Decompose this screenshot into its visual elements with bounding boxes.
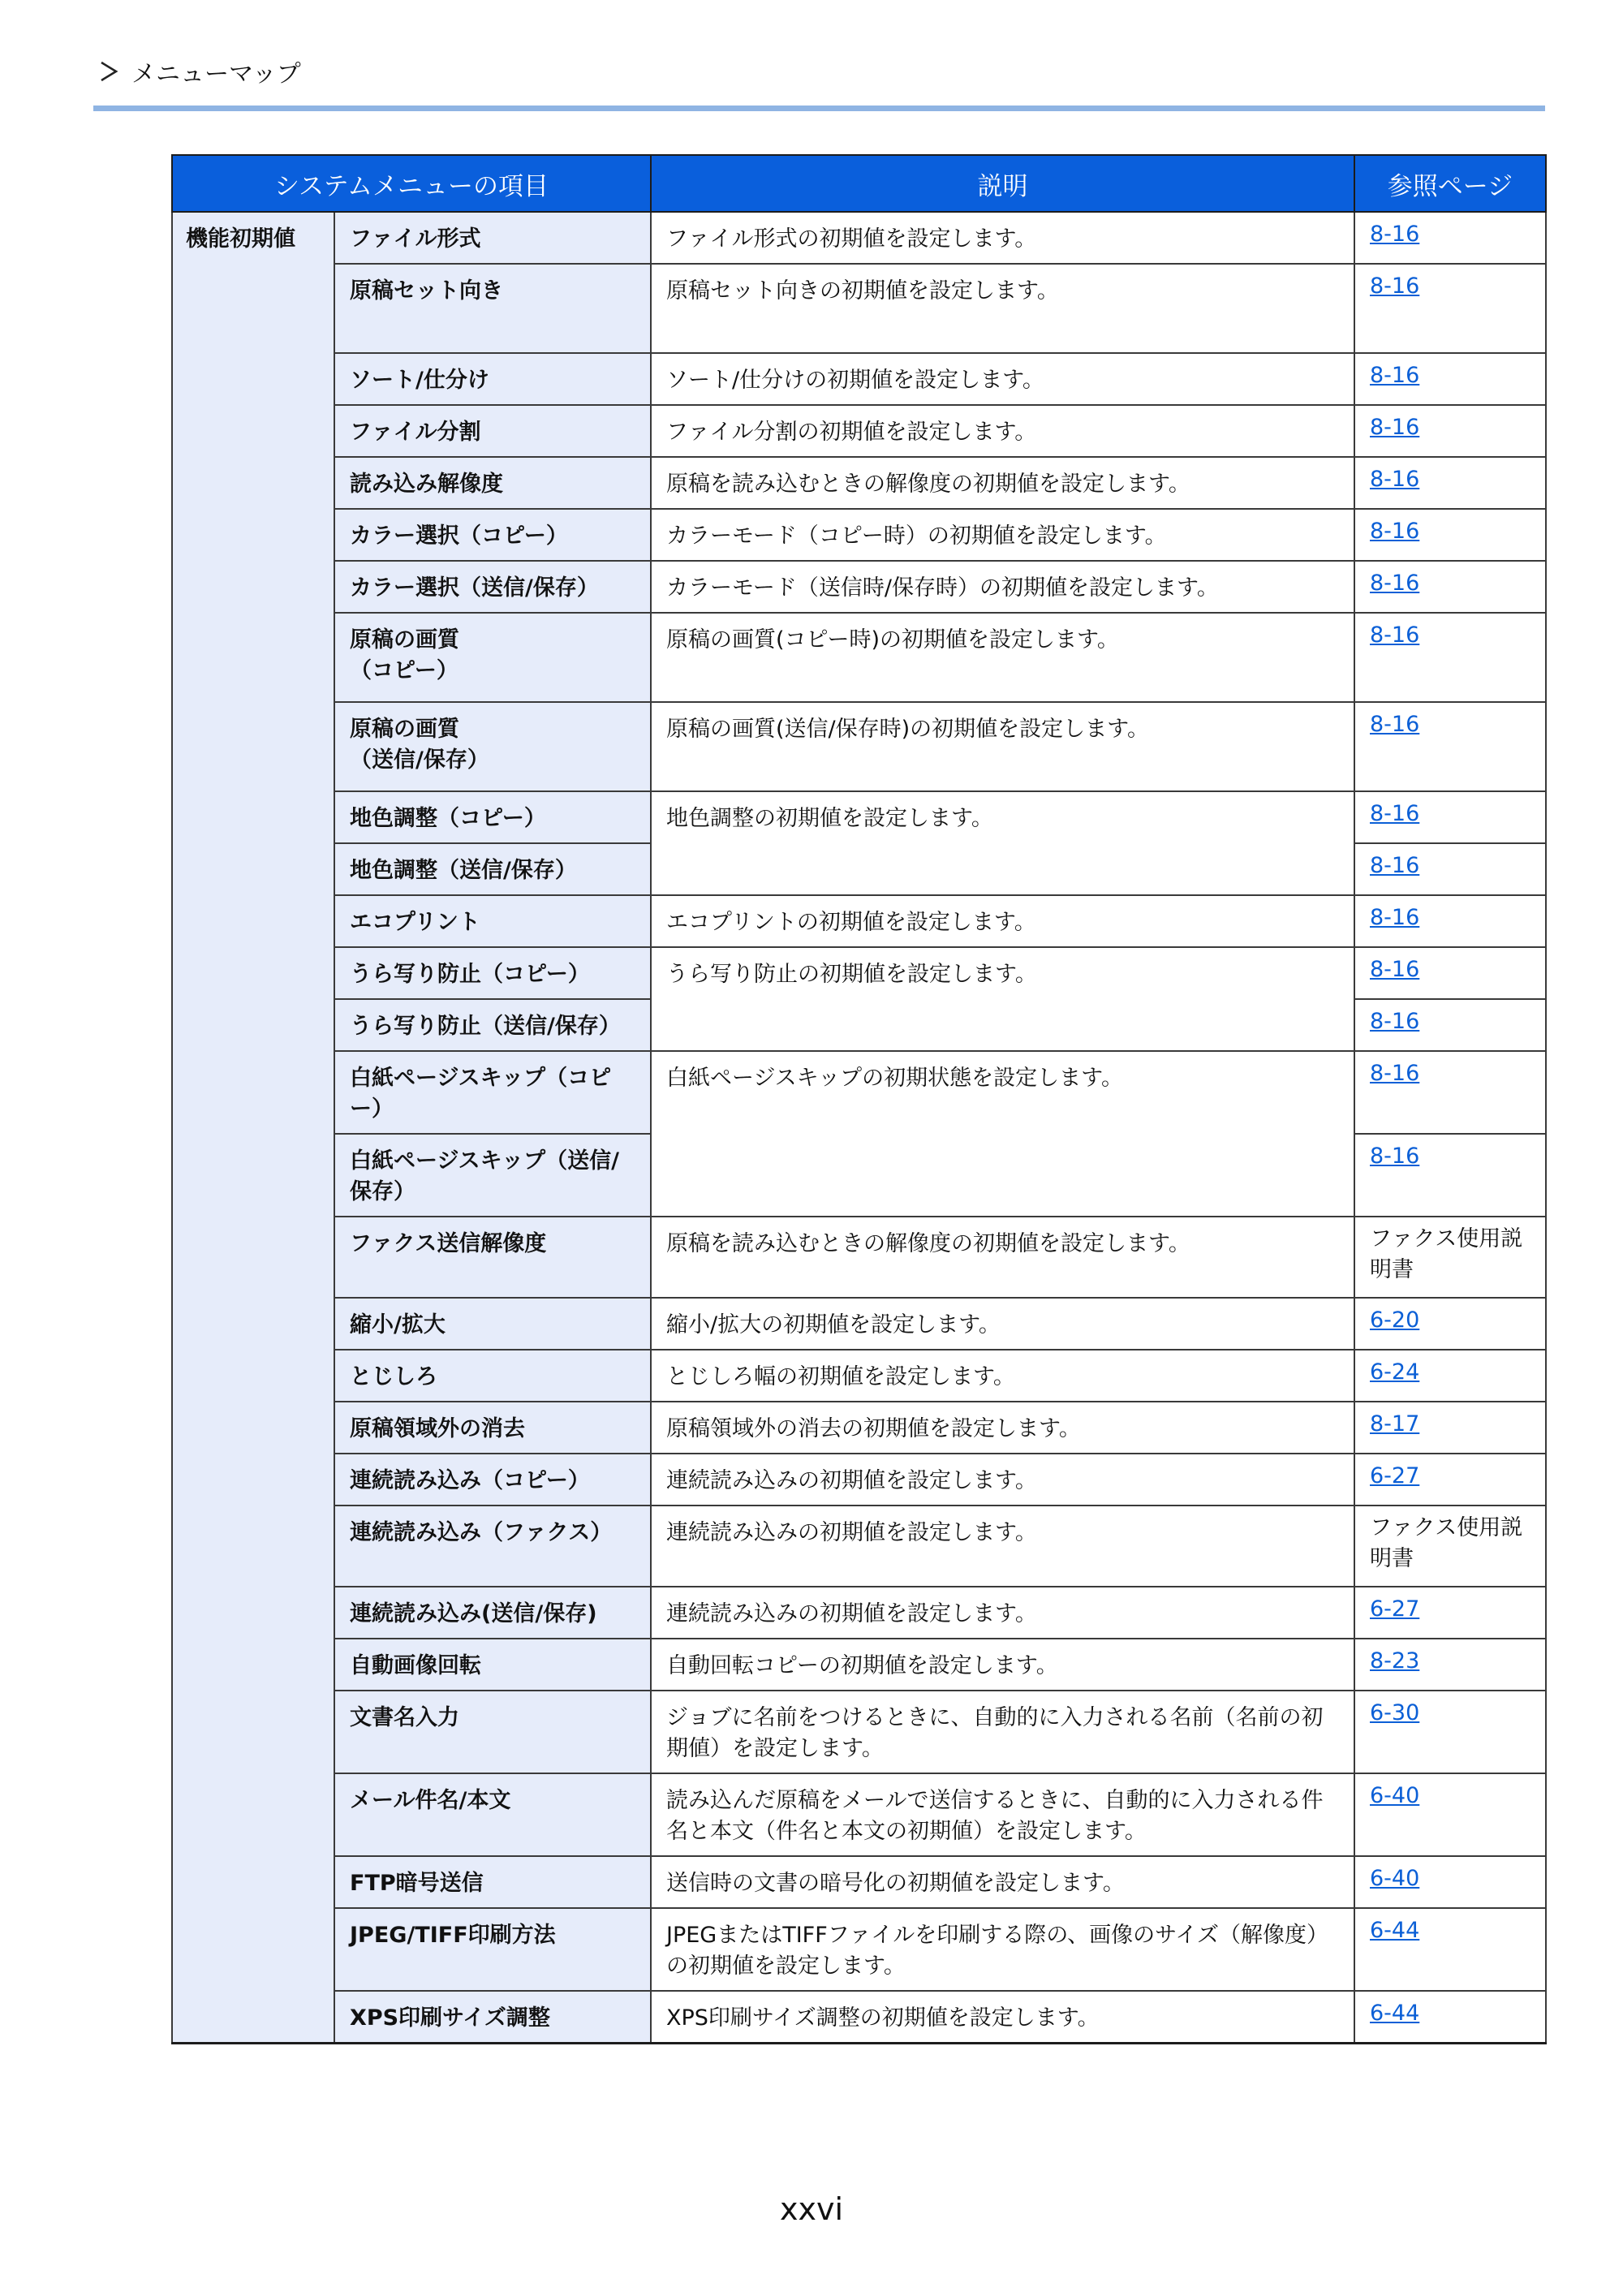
table-row [172,947,1546,999]
menu-item-name: ファクス送信解像度 [334,1217,651,1298]
reference-cell [1354,457,1546,509]
table-row [172,1691,1546,1773]
reference-cell [1354,895,1546,947]
reference-cell [1354,1350,1546,1402]
reference-page-link[interactable]: 8-16 [1370,622,1420,648]
table-row [172,895,1546,947]
table-row [172,702,1546,791]
breadcrumb [99,54,301,89]
reference-cell [1354,1298,1546,1350]
menu-item-description: 読み込んだ原稿をメールで送信するときに、自動的に入力される件名と本文（件名と本文の初期値）を設定します。 [651,1773,1354,1856]
reference-cell [1354,1639,1546,1691]
menu-item-description: 原稿の画質(送信/保存時)の初期値を設定します。 [651,702,1354,791]
menu-item-name: 原稿セット向き [334,264,651,353]
chevron-right-icon [99,60,118,83]
table-row [172,1051,1546,1134]
table-row [172,613,1546,702]
reference-page-link[interactable]: 8-16 [1370,853,1420,878]
menu-item-name: ファイル分割 [334,405,651,457]
menu-item-name: エコプリント [334,895,651,947]
menu-item-name: 原稿の画質 （送信/保存） [334,702,651,791]
table-row [172,1587,1546,1639]
menu-item-description: カラーモード（送信時/保存時）の初期値を設定します。 [651,561,1354,613]
menu-item-name: ファイル形式 [334,212,651,264]
table-row [172,1298,1546,1350]
menu-item-name: 連続読み込み(送信/保存) [334,1587,651,1639]
menu-item-description: ソート/仕分けの初期値を設定します。 [651,353,1354,405]
reference-page-link[interactable]: 8-16 [1370,222,1420,247]
table-row [172,1773,1546,1856]
reference-cell [1354,1454,1546,1506]
menu-item-description: ファイル形式の初期値を設定します。 [651,212,1354,264]
table-row [172,405,1546,457]
menu-item-description: 原稿の画質(コピー時)の初期値を設定します。 [651,613,1354,702]
menu-item-name: 地色調整（コピー） [334,791,651,843]
table-row [172,561,1546,613]
menu-item-description: 原稿を読み込むときの解像度の初期値を設定します。 [651,1217,1354,1298]
reference-cell [1354,843,1546,895]
reference-page-link[interactable]: 6-30 [1370,1700,1420,1725]
menu-item-description: うら写り防止の初期値を設定します。 [651,947,1354,1051]
menu-item-name: FTP暗号送信 [334,1856,651,1908]
menu-item-name: カラー選択（送信/保存） [334,561,651,613]
menu-item-name: 地色調整（送信/保存） [334,843,651,895]
reference-cell [1354,1587,1546,1639]
reference-page-link[interactable]: 8-16 [1370,1009,1420,1034]
reference-cell [1354,702,1546,791]
reference-page-link[interactable]: 6-27 [1370,1463,1420,1488]
reference-cell [1354,212,1546,264]
menu-item-description: JPEGまたはTIFFファイルを印刷する際の、画像のサイズ（解像度）の初期値を設定します。 [651,1908,1354,1991]
menu-item-name: 自動画像回転 [334,1639,651,1691]
menu-item-name: 読み込み解像度 [334,457,651,509]
breadcrumb-label: メニューマップ [131,60,301,88]
reference-cell [1354,613,1546,702]
reference-page-link[interactable]: 8-16 [1370,801,1420,826]
reference-page-link[interactable]: 6-44 [1370,2001,1420,2026]
reference-page-link[interactable]: 8-17 [1370,1411,1420,1437]
reference-page-link[interactable]: 8-16 [1370,905,1420,930]
reference-cell [1354,1991,1546,2044]
table-row [172,1402,1546,1454]
table-row [172,353,1546,405]
reference-cell [1354,1051,1546,1134]
reference-cell [1354,1134,1546,1217]
reference-page-link[interactable]: 6-40 [1370,1783,1420,1808]
menu-item-name: 縮小/拡大 [334,1298,651,1350]
column-header-reference: 参照ページ [1354,155,1546,212]
menu-item-description: 白紙ページスキップの初期状態を設定します。 [651,1051,1354,1217]
menu-item-name: メール件名/本文 [334,1773,651,1856]
menu-item-description: 連続読み込みの初期値を設定します。 [651,1587,1354,1639]
reference-cell [1354,1856,1546,1908]
reference-cell [1354,353,1546,405]
menu-item-name: 原稿領域外の消去 [334,1402,651,1454]
menu-item-name: JPEG/TIFF印刷方法 [334,1908,651,1991]
reference-cell [1354,1217,1546,1298]
table-row [172,1454,1546,1506]
reference-page-link[interactable]: 8-16 [1370,571,1420,596]
menu-item-name: 白紙ページスキップ（送信/保存） [334,1134,651,1217]
reference-page-link[interactable]: 8-16 [1370,712,1420,737]
system-menu-table [171,154,1547,2044]
menu-item-description: カラーモード（コピー時）の初期値を設定します。 [651,509,1354,561]
menu-item-name: 連続読み込み（ファクス） [334,1506,651,1587]
menu-item-name: とじしろ [334,1350,651,1402]
menu-item-name: カラー選択（コピー） [334,509,651,561]
reference-cell [1354,1691,1546,1773]
reference-cell [1354,264,1546,353]
reference-cell [1354,405,1546,457]
table-row [172,1639,1546,1691]
menu-item-name: ソート/仕分け [334,353,651,405]
reference-manual-text: ファクス使用説明書 [1370,1226,1523,1282]
reference-page-link[interactable]: 8-16 [1370,363,1420,388]
reference-cell [1354,1506,1546,1587]
menu-item-description: ファイル分割の初期値を設定します。 [651,405,1354,457]
menu-item-description: 原稿領域外の消去の初期値を設定します。 [651,1402,1354,1454]
menu-item-name: うら写り防止（コピー） [334,947,651,999]
table-row [172,1908,1546,1991]
reference-cell [1354,1773,1546,1856]
menu-item-description: 連続読み込みの初期値を設定します。 [651,1506,1354,1587]
reference-cell [1354,947,1546,999]
table-header-row [172,155,1546,212]
column-header-item: システムメニューの項目 [172,155,651,212]
menu-item-name: 白紙ページスキップ（コピー） [334,1051,651,1134]
menu-item-name: 文書名入力 [334,1691,651,1773]
reference-page-link[interactable]: 8-16 [1370,415,1420,440]
reference-page-link[interactable]: 8-16 [1370,274,1420,299]
menu-item-description: エコプリントの初期値を設定します。 [651,895,1354,947]
menu-group-label: 機能初期値 [172,212,334,2044]
table-row [172,1217,1546,1298]
menu-item-description: 縮小/拡大の初期値を設定します。 [651,1298,1354,1350]
reference-page-link[interactable]: 8-16 [1370,1144,1420,1169]
menu-item-name: 連続読み込み（コピー） [334,1454,651,1506]
table-row [172,1991,1546,2044]
menu-item-description: とじしろ幅の初期値を設定します。 [651,1350,1354,1402]
table-row [172,457,1546,509]
menu-item-description: 連続読み込みの初期値を設定します。 [651,1454,1354,1506]
menu-item-description: 原稿セット向きの初期値を設定します。 [651,264,1354,353]
reference-page-link[interactable]: 8-23 [1370,1648,1420,1674]
menu-item-description: 原稿を読み込むときの解像度の初期値を設定します。 [651,457,1354,509]
table-row [172,1350,1546,1402]
menu-item-description: XPS印刷サイズ調整の初期値を設定します。 [651,1991,1354,2044]
reference-cell [1354,791,1546,843]
table-row [172,791,1546,843]
menu-item-description: ジョブに名前をつけるときに、自動的に入力される名前（名前の初期値）を設定します。 [651,1691,1354,1773]
reference-cell [1354,1908,1546,1991]
reference-page-link[interactable]: 6-24 [1370,1359,1420,1385]
table-row [172,1856,1546,1908]
table-row [172,509,1546,561]
reference-page-link[interactable]: 8-16 [1370,1061,1420,1086]
menu-item-name: 原稿の画質 （コピー） [334,613,651,702]
header-divider [93,106,1545,111]
menu-item-description: 自動回転コピーの初期値を設定します。 [651,1639,1354,1691]
table-row [172,264,1546,353]
reference-page-link[interactable]: 8-16 [1370,957,1420,982]
menu-item-description: 送信時の文書の暗号化の初期値を設定します。 [651,1856,1354,1908]
reference-page-link[interactable]: 8-16 [1370,519,1420,544]
menu-item-name: XPS印刷サイズ調整 [334,1991,651,2044]
reference-cell [1354,999,1546,1051]
table-row [172,1506,1546,1587]
reference-manual-text: ファクス使用説明書 [1370,1515,1523,1571]
column-header-description: 説明 [651,155,1354,212]
reference-page-link[interactable]: 6-20 [1370,1307,1420,1333]
reference-cell [1354,1402,1546,1454]
reference-page-link[interactable]: 8-16 [1370,467,1420,492]
reference-cell [1354,509,1546,561]
menu-item-name: うら写り防止（送信/保存） [334,999,651,1051]
reference-cell [1354,561,1546,613]
reference-page-link[interactable]: 6-27 [1370,1596,1420,1622]
reference-page-link[interactable]: 6-44 [1370,1918,1420,1943]
page-number: xxvi [779,2191,844,2227]
table-row [172,212,1546,264]
reference-page-link[interactable]: 6-40 [1370,1866,1420,1891]
menu-item-description: 地色調整の初期値を設定します。 [651,791,1354,895]
